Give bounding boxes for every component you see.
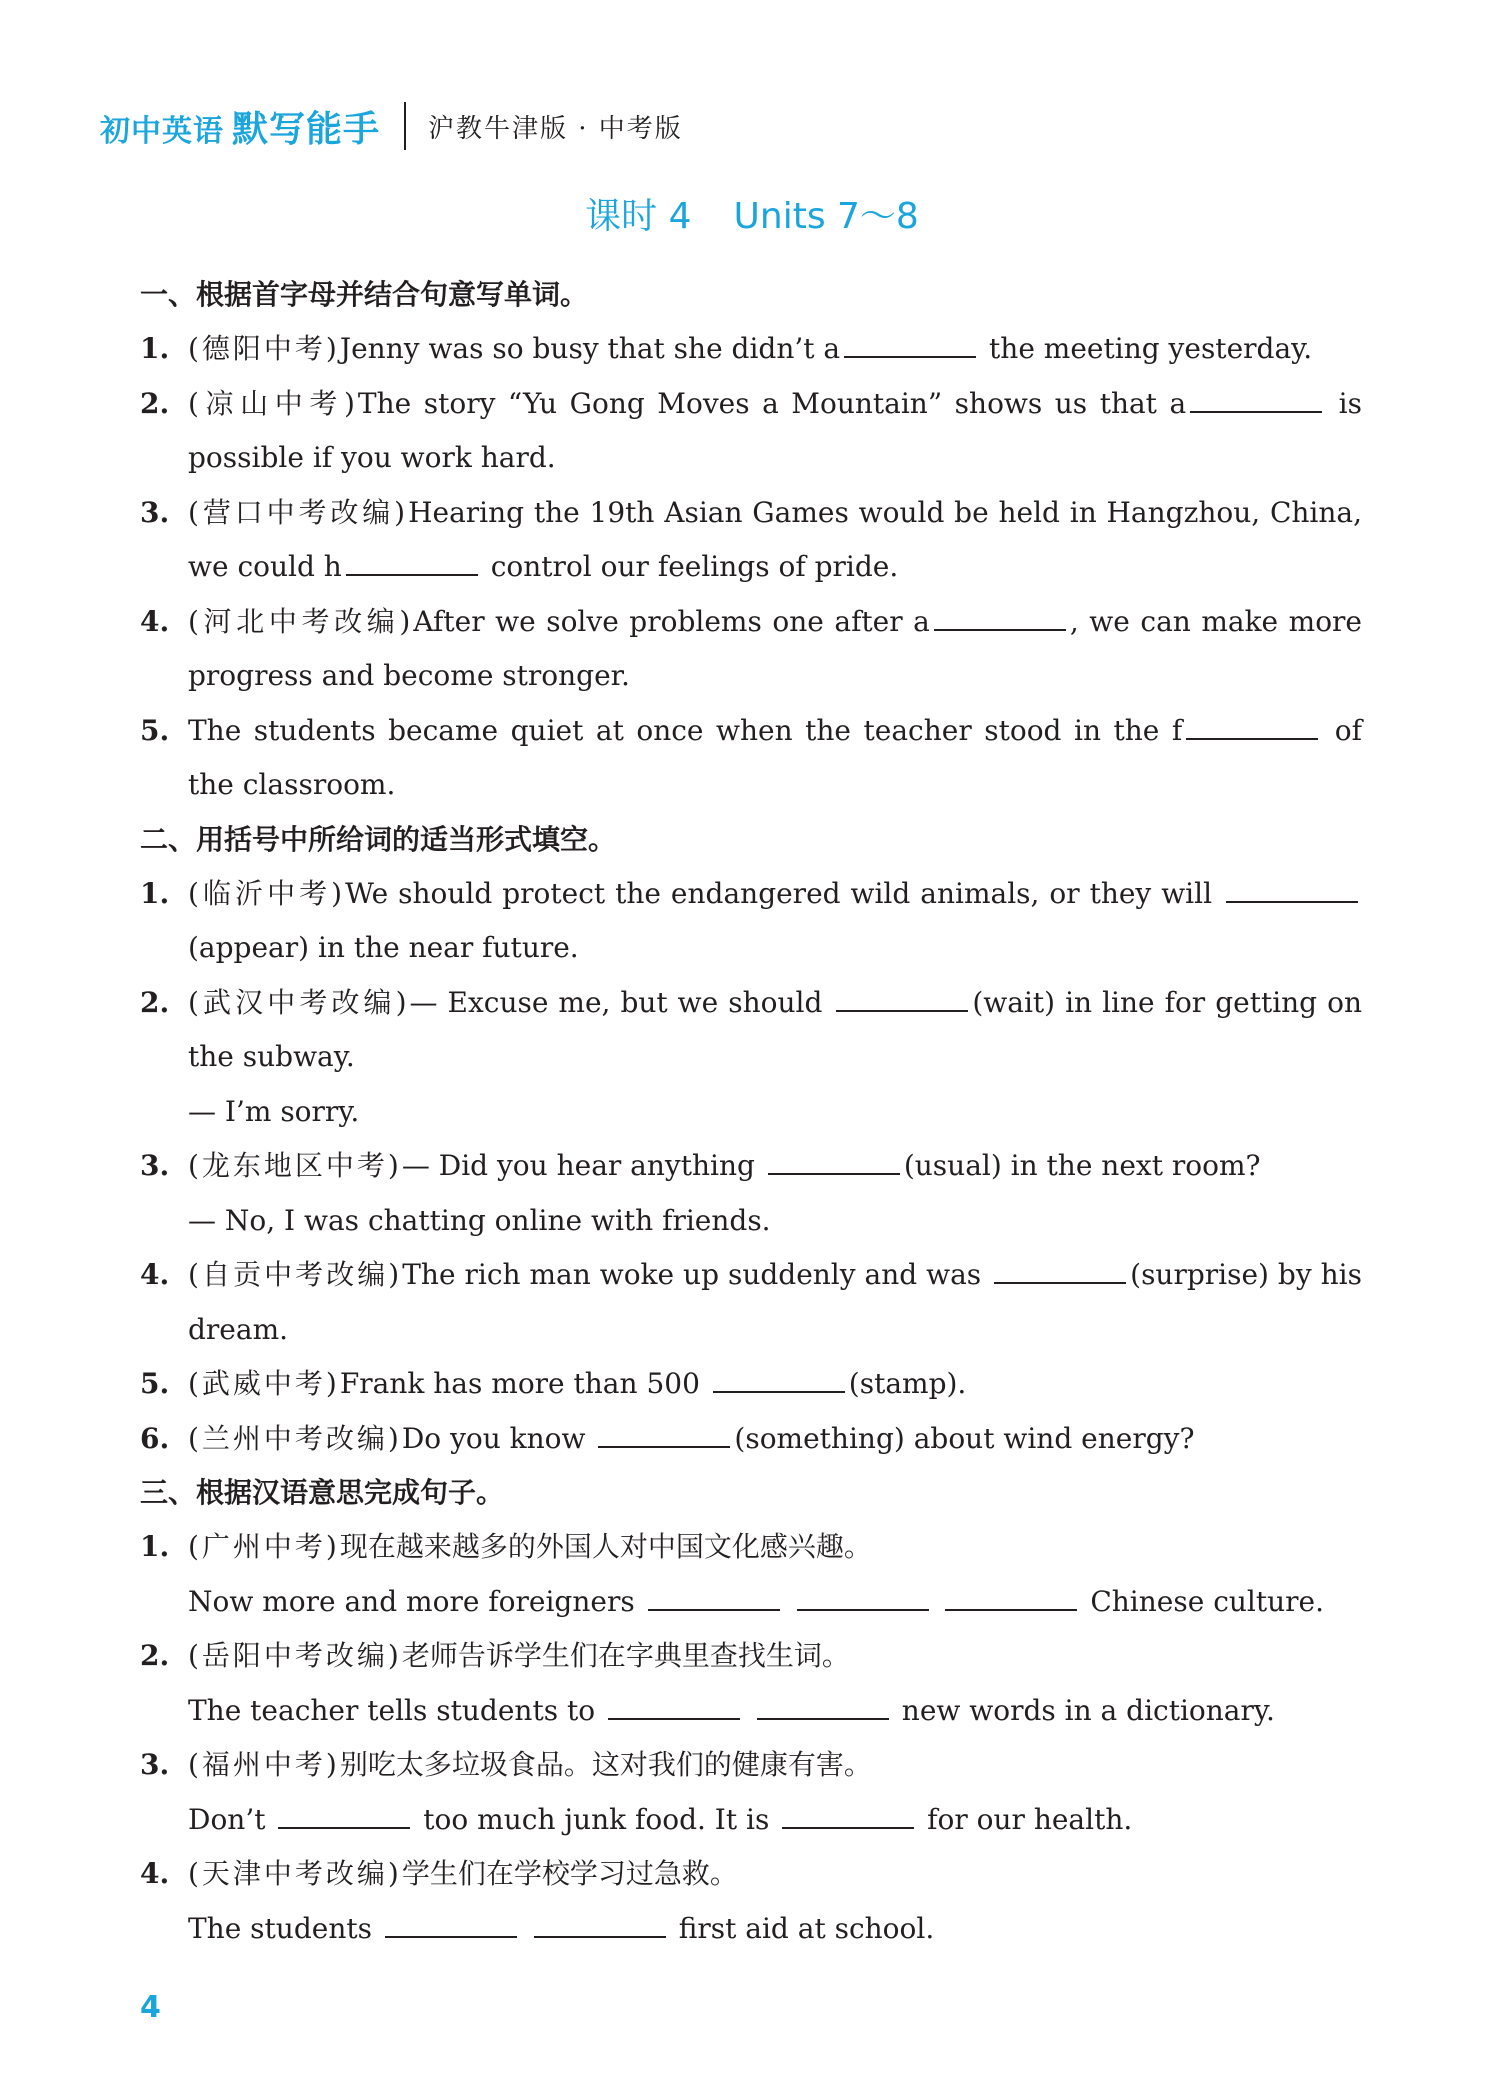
question-item: 1. (广州中考)现在越来越多的外国人对中国文化感兴趣。 Now more and more foreigners Chinese culture.: [140, 1530, 1325, 1618]
answer-blank[interactable]: [346, 548, 478, 576]
question-item: 5. (武威中考)Frank has more than 500 (stamp).: [140, 1367, 967, 1400]
page-number: 4: [140, 1990, 161, 2025]
question-item: 2. (武汉中考改编)— Excuse me, but we should (wait) in line for getting on the subway. — I’m sorry.: [140, 976, 1362, 1140]
question-item: 3. (龙东地区中考)— Did you hear anything (usual) in the next room? — No, I was chatting online with friends.: [140, 1139, 1362, 1248]
answer-blank[interactable]: [797, 1583, 929, 1611]
edition-label: 沪教牛津版 · 中考版: [428, 113, 683, 144]
chinese-prompt: 学生们在学校学习过急救。: [401, 1857, 738, 1890]
question-item: 3. (营口中考改编)Hearing the 19th Asian Games would be held in Hangzhou, China, we could h control our feelings of pride.: [140, 495, 1362, 583]
question-item: 1. (德阳中考)Jenny was so busy that she didn’t a the meeting yesterday.: [140, 332, 1313, 365]
section-heading: 一、根据首字母并结合句意写单词。: [140, 278, 589, 311]
answer-blank[interactable]: [598, 1420, 730, 1448]
section-heading: 二、用括号中所给词的适当形式填空。: [140, 822, 617, 856]
question-item: 2. (岳阳中考改编)老师告诉学生们在字典里查找生词。 The teacher tells students to new words in a dictionary.: [140, 1639, 1275, 1727]
question-item: 3. (福州中考)别吃太多垃圾食品。这对我们的健康有害。 Don’t too much junk food. It is for our health.: [140, 1748, 1133, 1836]
answer-blank[interactable]: [1226, 875, 1358, 903]
question-item: 6. (兰州中考改编)Do you know (something) about wind energy?: [140, 1421, 1195, 1455]
question-item: 2. (凉山中考)The story “Yu Gong Moves a Mountain” shows us that a is possible if you work hard.: [140, 386, 1362, 474]
answer-blank[interactable]: [844, 330, 976, 358]
answer-blank[interactable]: [278, 1801, 410, 1829]
answer-blank[interactable]: [713, 1365, 845, 1393]
chinese-prompt: 老师告诉学生们在字典里查找生词。: [401, 1639, 850, 1672]
chinese-prompt: 现在越来越多的外国人对中国文化感兴趣。: [339, 1530, 872, 1563]
section-heading: 三、根据汉语意思完成句子。: [140, 1476, 505, 1509]
header-divider: [404, 102, 406, 150]
answer-blank[interactable]: [385, 1910, 517, 1938]
question-item: 4. (天津中考改编)学生们在学校学习过急救。 The students first aid at school.: [140, 1857, 935, 1945]
question-item: 1. (临沂中考)We should protect the endangered wild animals, or they will (appear) in the near future.: [140, 867, 1362, 976]
question-item: 5. The students became quiet at once when the teacher stood in the f of the classroom.: [140, 713, 1363, 801]
answer-blank[interactable]: [782, 1801, 914, 1829]
answer-blank[interactable]: [757, 1692, 889, 1720]
brand-title: 初中英语 默写能手: [100, 108, 381, 150]
chinese-prompt: 别吃太多垃圾食品。这对我们的健康有害。: [339, 1748, 872, 1781]
question-item: 4. (河北中考改编)After we solve problems one after a , we can make more progress and become stronger.: [140, 604, 1363, 692]
question-item: 4. (自贡中考改编)The rich man woke up suddenly and was (surprise) by his dream.: [140, 1258, 1362, 1346]
lesson-title: 课时 4 Units 7～8: [585, 196, 919, 237]
answer-blank[interactable]: [1186, 712, 1318, 740]
answer-blank[interactable]: [648, 1583, 780, 1611]
answer-blank[interactable]: [945, 1583, 1077, 1611]
answer-blank[interactable]: [608, 1692, 740, 1720]
dialogue-reply: — I’m sorry.: [188, 1094, 360, 1128]
exercise-content: [140, 268, 1362, 1956]
answer-blank[interactable]: [534, 1910, 666, 1938]
answer-blank[interactable]: [934, 603, 1066, 631]
answer-blank[interactable]: [994, 1256, 1126, 1284]
answer-blank[interactable]: [836, 984, 968, 1012]
book-header: [100, 100, 683, 152]
answer-blank[interactable]: [1190, 385, 1322, 413]
answer-blank[interactable]: [768, 1147, 900, 1175]
dialogue-reply: — No, I was chatting online with friends.: [188, 1203, 771, 1237]
